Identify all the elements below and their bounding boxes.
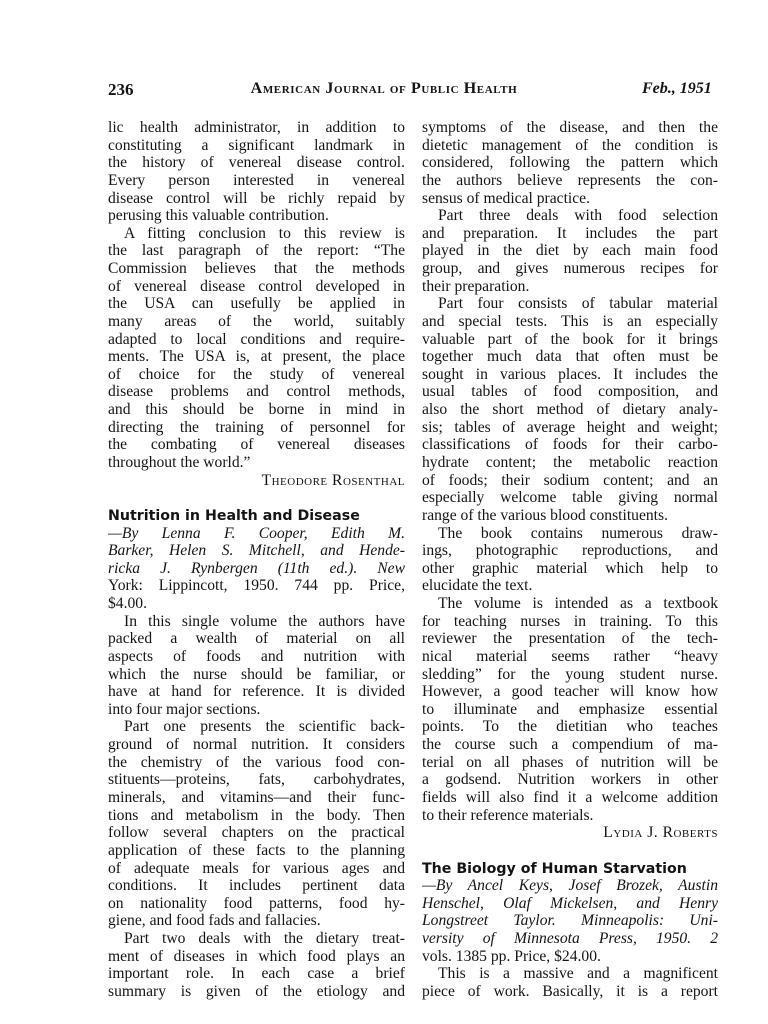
text-line: Every person interested in venereal: [108, 171, 405, 189]
text-line: giene, and food fads and fallacies.: [108, 912, 321, 930]
text-line: sought in various places. It includes the: [422, 365, 718, 383]
text-line: hydrate content; the metabolic reaction: [422, 454, 718, 471]
issue-date: Feb., 1951: [642, 80, 712, 97]
page-number: 236: [108, 80, 134, 99]
citation-line: Barker, Helen S. Mitchell, and Hende-: [108, 542, 405, 560]
text-line: sis; tables of average height and weight;: [422, 418, 718, 436]
text-line: symptoms of the disease, and then the: [422, 119, 718, 136]
text-line: their preparation.: [422, 277, 530, 295]
text-line: other graphic material which help to: [422, 559, 718, 577]
citation-line: ricka J. Rynbergen (11th ed.). New: [108, 559, 405, 577]
text-line: sensus of medical practice.: [422, 189, 590, 207]
text-line: considered, following the pattern which: [422, 154, 718, 172]
text-line: Part one presents the scientific back-: [124, 718, 405, 736]
text-line: the USA can usefully be applied in: [108, 295, 405, 313]
text-line: lic health administrator, in addition to: [108, 119, 405, 136]
text-line: played in the diet by each main food: [422, 242, 718, 260]
text-line: of foods; their sodium content; and an: [422, 471, 718, 489]
text-line: the history of venereal disease control.: [108, 154, 405, 172]
text-line: reviewer the presentation of the tech-: [422, 630, 718, 648]
text-line: directing the training of personnel for: [108, 418, 405, 436]
citation-line: —By Ancel Keys, Josef Brozek, Austin: [422, 877, 718, 895]
text-line: ments. The USA is, at present, the place: [108, 348, 405, 366]
text-line: vols. 1385 pp. Price, $24.00.: [422, 947, 601, 965]
text-line: range of the various blood constituents.: [422, 506, 668, 524]
text-line: ings, photographic reproductions, and: [422, 542, 718, 560]
text-line: application of these facts to the planning: [108, 841, 405, 859]
text-line: the last paragraph of the report: “The: [108, 242, 405, 260]
text-line: aspects of foods and nutrition with: [108, 647, 405, 665]
citation-line: —By Lenna F. Cooper, Edith M.: [108, 524, 405, 542]
reviewer-signature: Theodore Rosenthal: [261, 471, 405, 489]
citation-line: versity of Minnesota Press, 1950. 2: [422, 930, 718, 947]
text-line: In this single volume the authors have: [124, 612, 405, 630]
text-line: ment of diseases in which food plays an: [108, 947, 405, 965]
text-line: $4.00.: [108, 595, 147, 612]
text-line: usual tables of food composition, and: [422, 383, 718, 401]
citation-line: Henschel, Olaf Mickelsen, and Henry: [422, 894, 718, 912]
citation-line: Longstreet Taylor. Minneapolis: Uni-: [422, 912, 718, 930]
text-line: piece of work. Basically, it is a report: [422, 982, 718, 1000]
text-line: terial on all phases of nutrition will be: [422, 753, 718, 771]
text-line: of choice for the study of venereal: [108, 365, 405, 383]
text-line: together much data that often must be: [422, 348, 718, 366]
text-line: minerals, and vitamins—and their func-: [108, 788, 405, 806]
text-line: and preparation. It includes the part: [422, 224, 718, 242]
text-line: conditions. It includes pertinent data: [108, 877, 405, 895]
text-line: the combating of venereal diseases: [108, 436, 405, 454]
text-line: of adequate meals for various ages and: [108, 859, 405, 877]
text-line: a godsend. Nutrition workers in other: [422, 771, 718, 789]
text-line: tions and metabolism in the body. Then: [108, 806, 405, 824]
reviewer-signature: Lydia J. Roberts: [603, 824, 718, 842]
text-line: classifications of foods for their carbo-: [422, 436, 718, 454]
text-line: valuable part of the book for it brings: [422, 330, 718, 348]
text-line: group, and gives numerous recipes for: [422, 260, 718, 277]
blank-line: [108, 489, 405, 507]
text-line: the chemistry of the various food con-: [108, 753, 405, 771]
text-line: summary is given of the etiology and: [108, 982, 405, 1000]
text-line: have at hand for reference. It is divided: [108, 683, 405, 701]
text-line: dietetic management of the condition is: [422, 136, 718, 154]
text-line: A fitting conclusion to this review is: [124, 224, 405, 242]
review-heading: The Biology of Human Starvation: [422, 860, 687, 877]
text-line: perusing this valuable contribution.: [108, 207, 329, 225]
text-line: Part four consists of tabular material: [438, 295, 718, 313]
text-line: ground of normal nutrition. It considers: [108, 736, 405, 753]
text-line: sledding” for the young student nurse.: [422, 665, 718, 683]
text-line: disease control will be richly repaid by: [108, 189, 405, 207]
text-line: adapted to local conditions and require-: [108, 330, 405, 348]
text-line: throughout the world.”: [108, 454, 251, 471]
text-line: follow several chapters on the practical: [108, 824, 405, 842]
text-line: especially welcome table giving normal: [422, 489, 718, 507]
text-line: also the short method of dietary analy-: [422, 401, 718, 419]
text-line: Commission believes that the methods: [108, 260, 405, 277]
blank-line: [422, 842, 718, 860]
journal-title: American Journal of Public Health: [250, 80, 518, 97]
text-line: points. To the dietitian who teaches: [422, 718, 718, 736]
text-line: packed a wealth of material on all: [108, 630, 405, 648]
text-line: on nationality food patterns, food hy-: [108, 894, 405, 912]
text-line: and special tests. This is an especially: [422, 312, 718, 330]
text-line: The volume is intended as a textbook: [438, 595, 718, 612]
text-line: the authors believe represents the con-: [422, 171, 718, 189]
text-line: The book contains numerous draw-: [438, 524, 718, 542]
text-line: fields will also find it a welcome addition: [422, 788, 718, 806]
text-line: constituting a significant landmark in: [108, 136, 405, 154]
text-line: nical material seems rather “heavy: [422, 647, 718, 665]
text-line: many areas of the world, suitably: [108, 312, 405, 330]
text-line: This is a massive and a magnificent: [438, 965, 718, 983]
text-line: Part three deals with food selection: [438, 207, 718, 225]
text-line: which the nurse should be familiar, or: [108, 665, 405, 683]
text-line: to their reference materials.: [422, 806, 594, 824]
text-line: of venereal disease control developed in: [108, 277, 405, 295]
text-line: York: Lippincott, 1950. 744 pp. Price,: [108, 577, 405, 595]
text-line: important role. In each case a brief: [108, 965, 405, 983]
text-line: into four major sections.: [108, 700, 261, 718]
text-line: Part two deals with the dietary treat-: [124, 930, 405, 947]
review-heading: Nutrition in Health and Disease: [108, 507, 360, 524]
text-line: stituents—proteins, fats, carbohydrates,: [108, 771, 405, 789]
text-line: elucidate the text.: [422, 577, 533, 595]
text-line: However, a good teacher will know how: [422, 683, 718, 701]
text-line: the course such a compendium of ma-: [422, 736, 718, 753]
text-line: to illuminate and emphasize essential: [422, 700, 718, 718]
text-line: disease problems and control methods,: [108, 383, 405, 401]
text-line: for teaching nurses in training. To this: [422, 612, 718, 630]
text-line: and this should be borne in mind in: [108, 401, 405, 419]
